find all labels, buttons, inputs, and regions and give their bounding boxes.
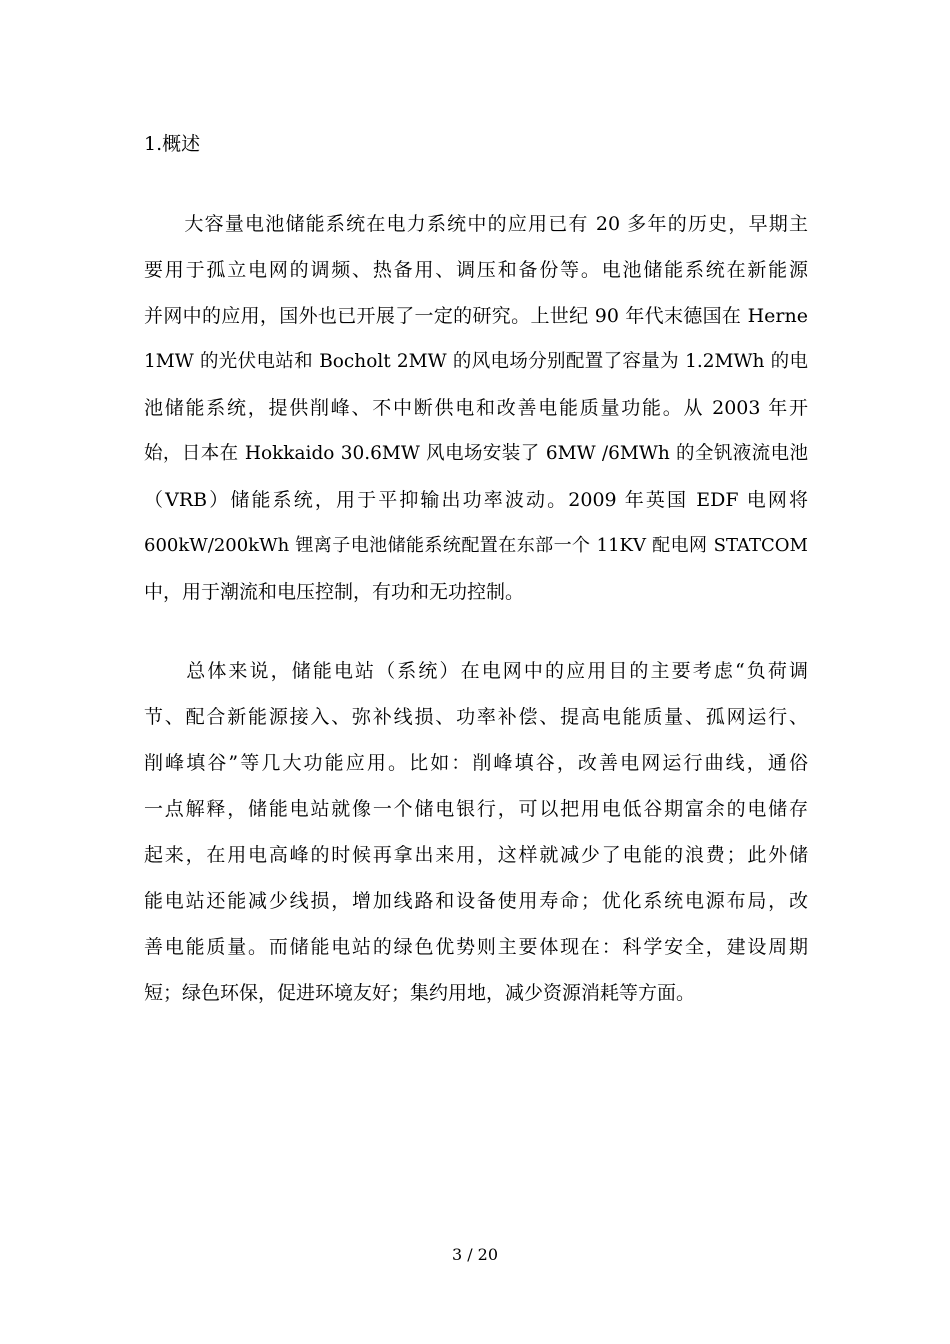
paragraph-line: 能电站还能减少线损，增加线路和设备使用寿命；优化系统电源布局，改 xyxy=(144,890,808,912)
paragraph-line: （VRB）储能系统，用于平抑输出功率波动。2009 年英国 EDF 电网将 xyxy=(144,489,808,511)
paragraph-line: 一点解释，储能电站就像一个储电银行，可以把用电低谷期富余的电储存 xyxy=(144,798,808,820)
section-heading: 1.概述 xyxy=(144,133,201,155)
paragraph-history xyxy=(144,201,808,615)
paragraph-line: 1MW 的光伏电站和 Bocholt 2MW 的风电场分别配置了容量为 1.2MWh 的电 xyxy=(144,351,808,372)
paragraph-line: 始，日本在 Hokkaido 30.6MW 风电场安装了 6MW /6MWh 的全钒液流电池 xyxy=(144,443,808,464)
paragraph-line: 短；绿色环保，促进环境友好；集约用地，减少资源消耗等方面。 xyxy=(144,982,696,1004)
page-number: 3 / 20 xyxy=(451,1245,499,1264)
paragraph-line: 善电能质量。而储能电站的绿色优势则主要体现在：科学安全，建设周期 xyxy=(144,936,808,958)
paragraph-line: 节、配合新能源接入、弥补线损、功率补偿、提高电能质量、孤网运行、 xyxy=(144,706,808,728)
paragraph-line: 600kW/200kWh 锂离子电池储能系统配置在东部一个 11KV 配电网 STATCOM xyxy=(144,535,808,556)
paragraph-line: 削峰填谷”等几大功能应用。比如：削峰填谷，改善电网运行曲线，通俗 xyxy=(144,752,808,774)
paragraph-line: 总体来说，储能电站（系统）在电网中的应用目的主要考虑“负荷调 xyxy=(144,660,808,682)
paragraph-line: 起来，在用电高峰的时候再拿出来用，这样就减少了电能的浪费；此外储 xyxy=(144,844,808,866)
paragraph-line: 中，用于潮流和电压控制，有功和无功控制。 xyxy=(144,581,525,603)
paragraph-summary xyxy=(144,648,808,1016)
paragraph-line: 大容量电池储能系统在电力系统中的应用已有 20 多年的历史，早期主 xyxy=(144,213,808,235)
paragraph-line: 并网中的应用，国外也已开展了一定的研究。上世纪 90 年代末德国在 Herne xyxy=(144,305,808,327)
paragraph-line: 要用于孤立电网的调频、热备用、调压和备份等。电池储能系统在新能源 xyxy=(144,259,808,281)
paragraph-line: 池储能系统，提供削峰、不中断供电和改善电能质量功能。从 2003 年开 xyxy=(144,397,808,419)
